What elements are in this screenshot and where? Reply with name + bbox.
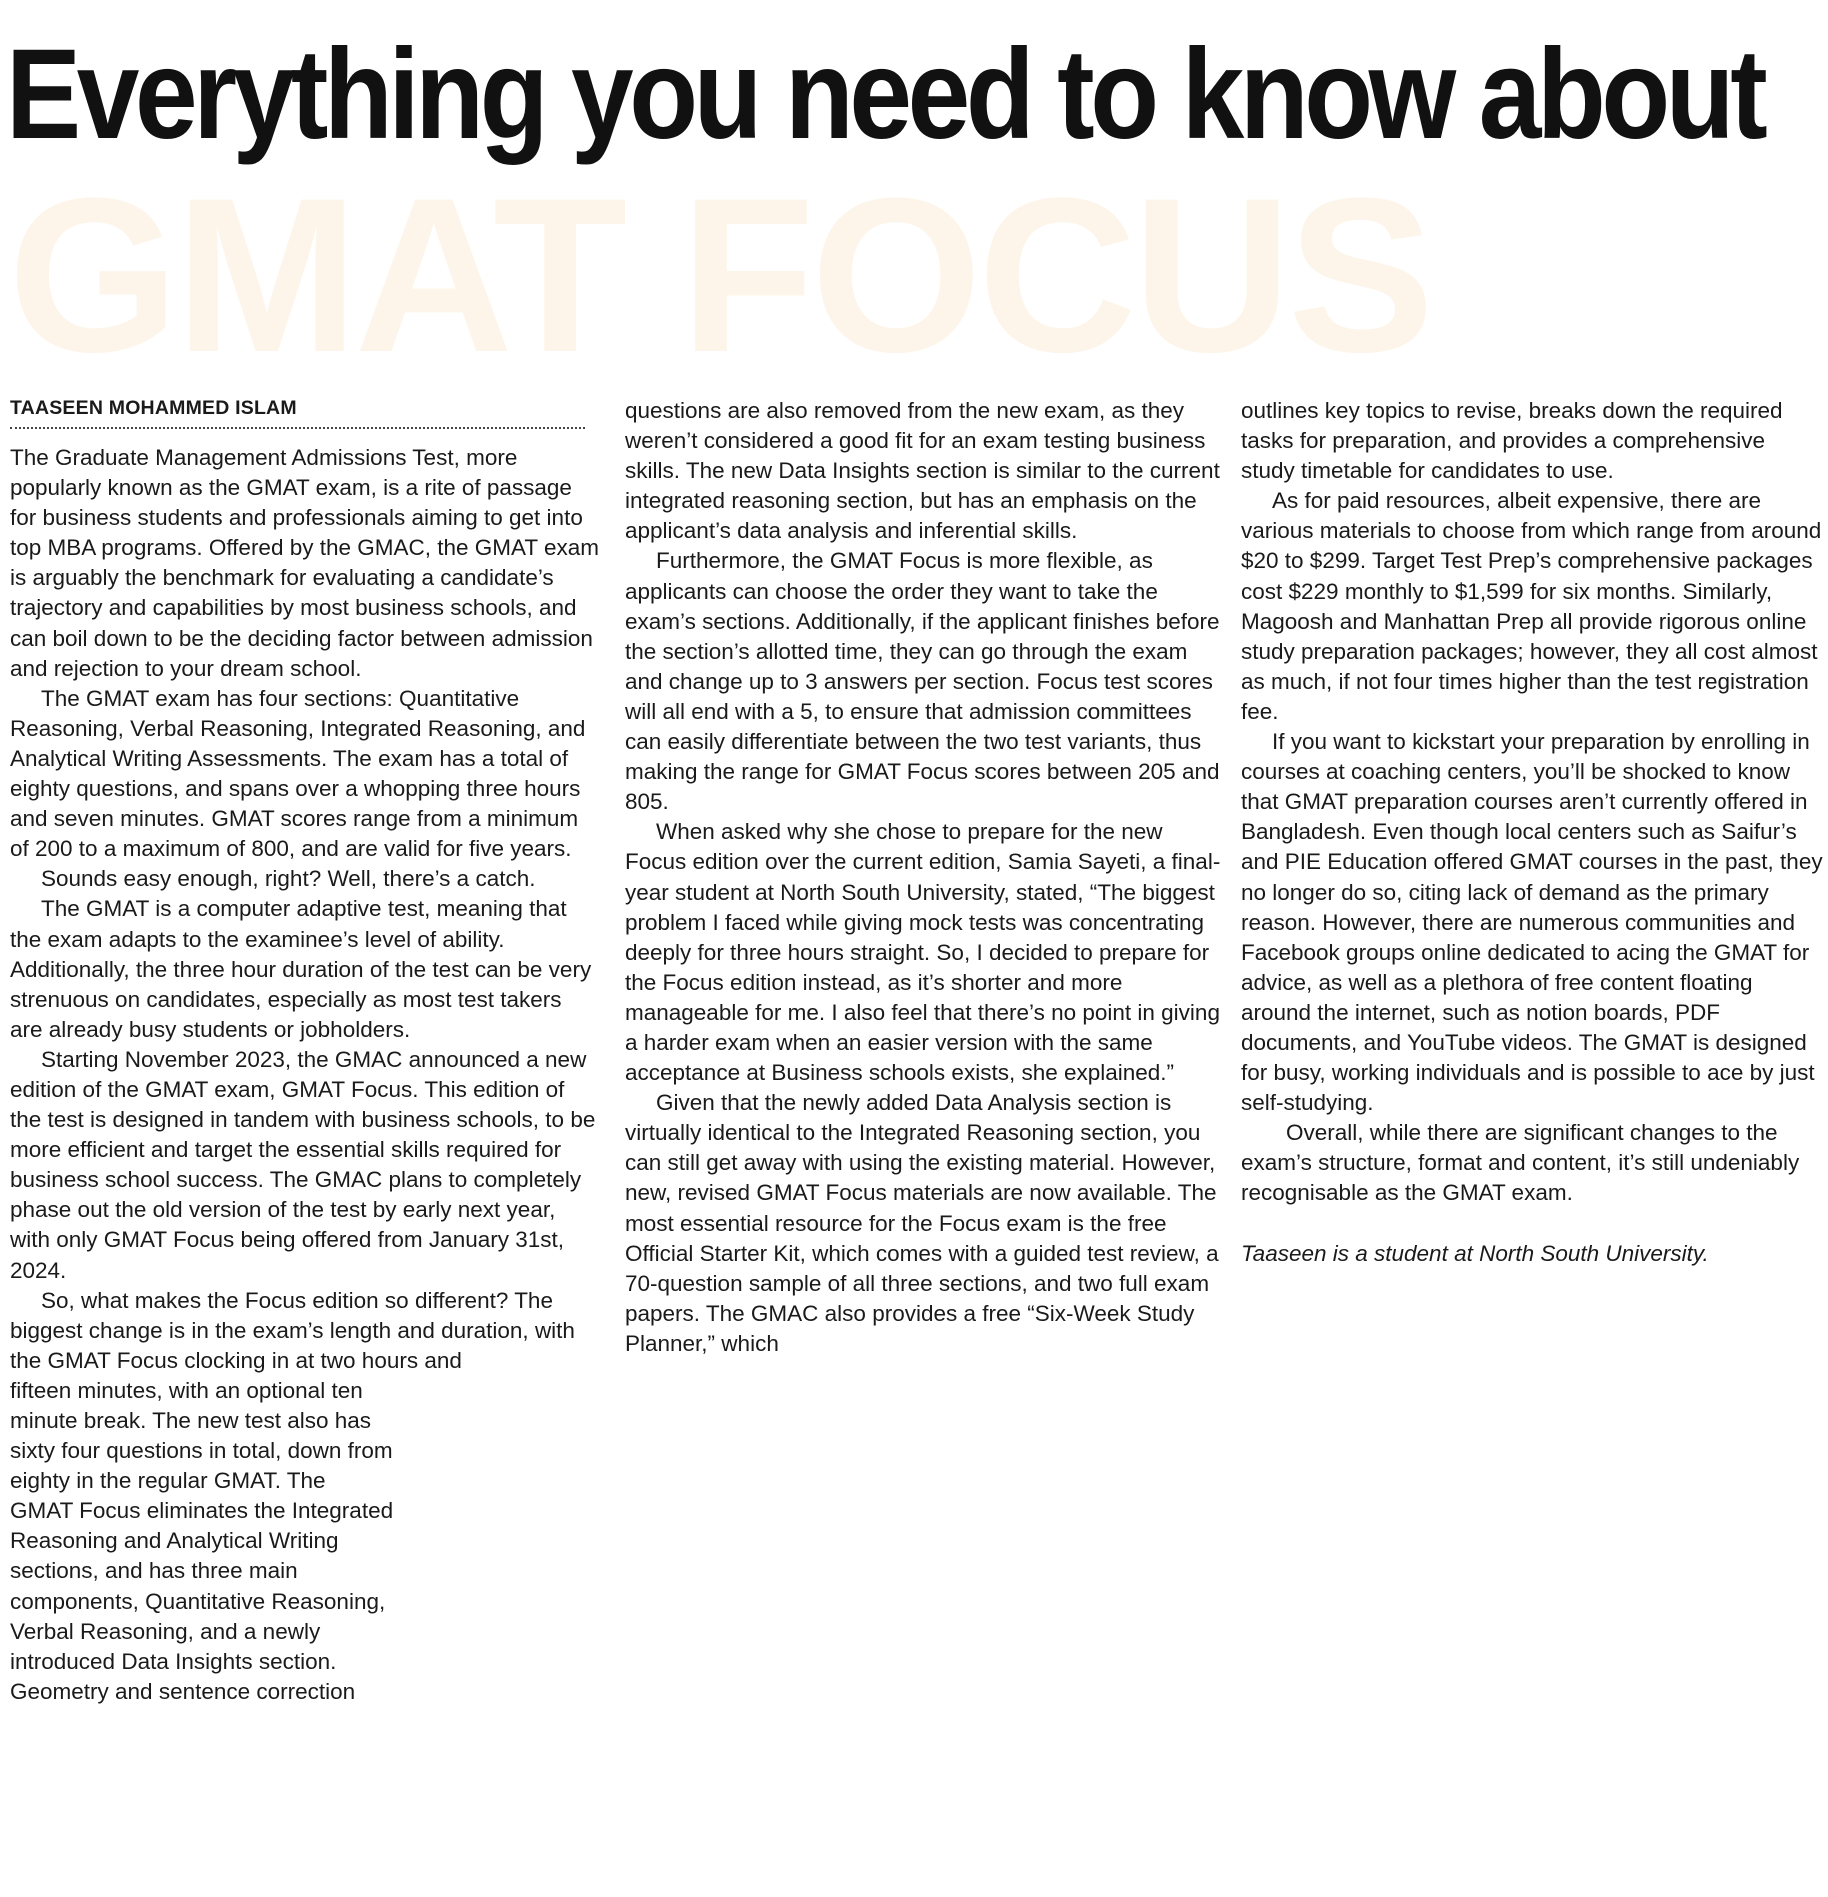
article-paragraph: As for paid resources, albeit expensive, there are various materials to choose from which range from around $20 to $299. Target Test Prep’s comprehensive packages cost $229 monthly to $1,599 for six months. Similarly, Magoosh and Manhattan Prep all provide rigorous online study preparation packages; however, they all cost almost as much, if not four times higher than the test registration fee.	[1241, 488, 1822, 724]
author-note: Taaseen is a student at North South University.	[1241, 1240, 1709, 1266]
article-column-3	[1241, 396, 1823, 1269]
article-column-1	[10, 393, 600, 1707]
article-paragraph: Furthermore, the GMAT Focus is more flexible, as applicants can choose the order they want to take the exam’s sections. Additionally, if the applicant finishes before the section’s allotted time, they can go through the exam and change up to 3 answers per section. Focus test scores will all end with a 5, to ensure that admission committees can easily differentiate between the two test variants, thus making the range for GMAT Focus scores between 205 and 805.	[625, 548, 1220, 815]
article-paragraph: Sounds easy enough, right? Well, there’s a catch.	[41, 866, 536, 892]
article-paragraph: Starting November 2023, the GMAC announced a new edition of the GMAT exam, GMAT Focus. This edition of the test is designed in tandem with business schools, to be more efficient and target the essential skills required for business school success. The GMAC plans to completely phase out the old version of the test by early next year, with only GMAT Focus being offered from January 31st, 2024.	[10, 1046, 596, 1283]
byline-divider	[10, 427, 585, 429]
article-paragraph: Given that the newly added Data Analysis section is virtually identical to the Integrated Reasoning section, you can still get away with using the existing material. However, new, revised GMAT Focus materials are now available. The most essential resource for the Focus exam is the free Official Starter Kit, which comes with a guided test review, a 70-question sample of all three sections, and two full exam papers. The GMAC also provides a free “Six-Week Study Planner,” which	[625, 1090, 1219, 1356]
headline-watermark: GMAT FOCUS	[8, 152, 1431, 398]
article-column-2	[625, 396, 1225, 1359]
article-paragraph: fifteen minutes, with an optional ten minute break. The new test also has sixty four questions in total, down from eighty in the regular GMAT. The GMAT Focus eliminates the Integrated Reasoning and Analytical Writing sections, and has three main components, Quantitative Reasoning, Verbal Reasoning, and a newly introduced Data Insights section. Geometry and sentence correction	[10, 1377, 394, 1704]
article-paragraph: outlines key topics to revise, breaks down the required tasks for preparation, and provides a comprehensive study timetable for candidates to use.	[1241, 398, 1783, 484]
article-paragraph: When asked why she chose to prepare for the new Focus edition over the current edition, Samia Sayeti, a final-year student at North South University, stated, “The biggest problem I faced while giving mock tests was concentrating deeply for three hours straight. So, I decided to prepare for the Focus edition instead, as it’s shorter and more manageable for me. I also feel that there’s no point in giving a harder exam when an easier version with the same acceptance at Business schools exists, she explained.”	[625, 819, 1221, 1086]
author-byline: TAASEEN MOHAMMED ISLAM	[10, 397, 297, 419]
article-paragraph: questions are also removed from the new exam, as they weren’t considered a good fit for an exam testing business skills. The new Data Insights section is similar to the current integrated reasoning section, but has an emphasis on the applicant’s data analysis and inferential skills.	[625, 398, 1220, 544]
article-paragraph: The GMAT is a computer adaptive test, meaning that the exam adapts to the examinee’s level of ability. Additionally, the three hour duration of the test can be very strenuous on candidates, especially as most test takers are already busy students or jobholders.	[10, 896, 592, 1042]
article-headline: Everything you need to know about	[6, 23, 1764, 166]
article-paragraph: So, what makes the Focus edition so different? The biggest change is in the exam’s length and duration, with the GMAT Focus clocking in at two hours and	[10, 1287, 575, 1373]
article-paragraph: If you want to kickstart your preparation by enrolling in courses at coaching centers, you’ll be shocked to know that GMAT preparation courses aren’t currently offered in Bangladesh. Even though local centers such as Saifur’s and PIE Education offered GMAT courses in the past, they no longer do so, citing lack of demand as the primary reason. However, there are numerous communities and Facebook groups online dedicated to acing the GMAT for advice, as well as a plethora of free content floating around the internet, such as notion boards, PDF documents, and YouTube videos. The GMAT is designed for busy, working individuals and is possible to ace by just self-studying.	[1241, 729, 1823, 1116]
article-paragraph: Overall, while there are significant changes to the exam’s structure, format and content, it’s still undeniably recognisable as the GMAT exam.	[1241, 1120, 1800, 1206]
article-paragraph: The Graduate Management Admissions Test, more popularly known as the GMAT exam, is a rite of passage for business students and professionals aiming to get into top MBA programs. Offered by the GMAC, the GMAT exam is arguably the benchmark for evaluating a candidate’s trajectory and capabilities by most business schools, and can boil down to be the deciding factor between admission and rejection to your dream school.	[10, 445, 599, 681]
article-paragraph: The GMAT exam has four sections: Quantitative Reasoning, Verbal Reasoning, Integrated Reasoning, and Analytical Writing Assessments. The exam has a total of eighty questions, and spans over a whopping three hours and seven minutes. GMAT scores range from a minimum of 200 to a maximum of 800, and are valid for five years.	[10, 685, 586, 862]
